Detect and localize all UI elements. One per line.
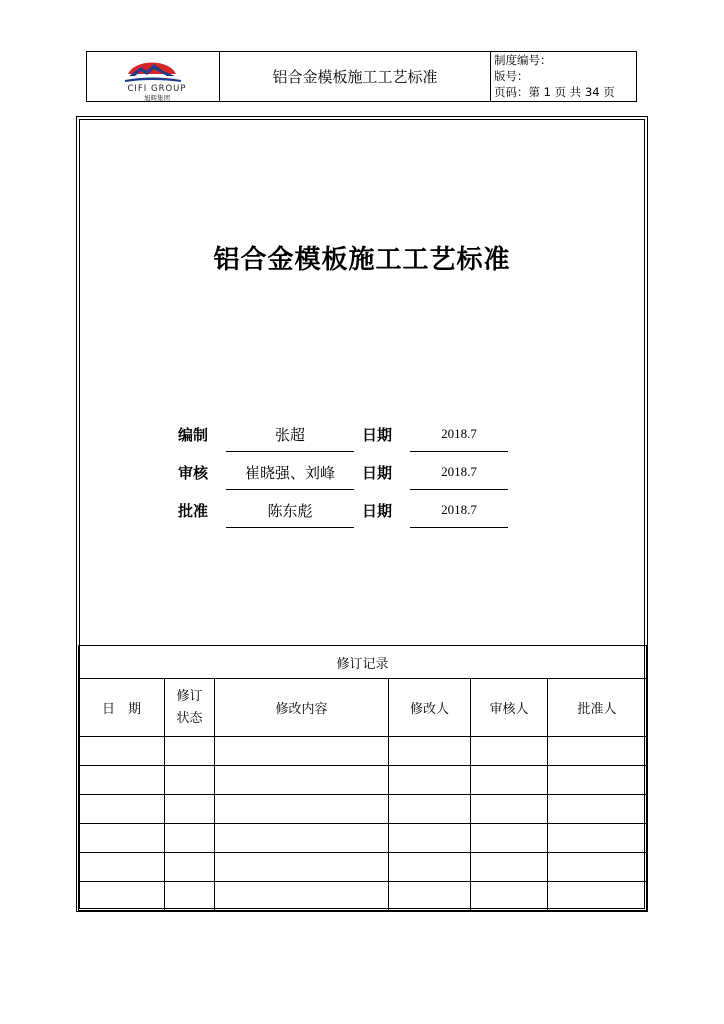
signoff-date: 2018.7: [441, 502, 477, 517]
table-cell: [389, 853, 471, 882]
signoff-role: 编制: [178, 426, 209, 444]
table-cell: [389, 882, 471, 911]
table-row: [79, 853, 647, 882]
table-cell: [165, 882, 215, 911]
table-cell: [548, 853, 647, 882]
signoff-date-line: [410, 451, 508, 452]
revision-table: [78, 645, 647, 911]
version-label: 版号：: [494, 69, 529, 83]
table-cell: [79, 795, 165, 824]
signoff-date-label: 日期: [362, 502, 393, 520]
table-cell: [471, 795, 548, 824]
table-cell: [548, 824, 647, 853]
logo-text-cn: 旭辉集团: [144, 94, 170, 102]
table-cell: [471, 853, 548, 882]
signoff-date-label: 日期: [362, 464, 393, 482]
header-title: 铝合金模板施工工艺标准: [220, 52, 491, 101]
table-cell: [548, 882, 647, 911]
signoff-row: [0, 420, 724, 458]
table-cell: [215, 853, 389, 882]
table-cell: [389, 824, 471, 853]
table-cell: [548, 766, 647, 795]
table-cell: [215, 795, 389, 824]
table-cell: [548, 795, 647, 824]
document-header: [86, 51, 637, 102]
table-cell: [165, 737, 215, 766]
signoff-name-line: [226, 489, 354, 490]
document-title: 铝合金模板施工工艺标准: [213, 245, 511, 275]
signoff-row: [0, 496, 724, 534]
header-meta: [491, 52, 636, 101]
table-cell: [389, 737, 471, 766]
signoff-name: 张超: [274, 426, 305, 444]
col-header-date: 日 期: [79, 679, 165, 737]
signoff-date-line: [410, 527, 508, 528]
signoff-name: 陈东彪: [267, 502, 313, 520]
table-row: [79, 737, 647, 766]
table-cell: [471, 824, 548, 853]
table-cell: [165, 795, 215, 824]
col-header-status-line2: 状态: [176, 710, 203, 726]
table-cell: [215, 824, 389, 853]
signoff-date-label: 日期: [362, 426, 393, 444]
table-cell: [389, 795, 471, 824]
table-row: [79, 795, 647, 824]
signoff-date: 2018.7: [441, 426, 477, 441]
table-cell: [548, 737, 647, 766]
table-cell: [165, 766, 215, 795]
table-cell: [79, 766, 165, 795]
table-cell: [215, 737, 389, 766]
signoff-name-line: [226, 527, 354, 528]
signoff-date: 2018.7: [441, 464, 477, 479]
table-cell: [79, 882, 165, 911]
table-cell: [215, 882, 389, 911]
table-cell: [165, 824, 215, 853]
logo-text-en: CIFI GROUP: [127, 84, 187, 94]
logo-cell: [87, 52, 220, 101]
signoff-date-line: [410, 489, 508, 490]
signoff-role: 审核: [178, 464, 209, 482]
table-cell: [79, 853, 165, 882]
table-cell: [471, 737, 548, 766]
table-cell: [215, 766, 389, 795]
signoff-name-line: [226, 451, 354, 452]
doc-code-label: 制度编号：: [494, 53, 552, 67]
col-header-content: 修改内容: [215, 679, 389, 737]
signoff-name: 崔晓强、刘峰: [244, 464, 335, 482]
table-cell: [471, 882, 548, 911]
signoff-role: 批准: [178, 502, 209, 520]
table-cell: [79, 824, 165, 853]
table-cell: [389, 766, 471, 795]
col-header-approver: 批准人: [548, 679, 647, 737]
table-cell: [165, 853, 215, 882]
table-row: [79, 882, 647, 911]
col-header-reviewer: 审核人: [471, 679, 548, 737]
table-row: [79, 766, 647, 795]
table-row: [79, 824, 647, 853]
col-header-status-line1: 修订: [176, 688, 203, 704]
table-cell: [79, 737, 165, 766]
col-header-editor: 修改人: [389, 679, 471, 737]
revision-table-title: 修订记录: [79, 646, 647, 679]
col-header-status: [165, 679, 215, 737]
table-cell: [471, 766, 548, 795]
signoff-row: [0, 458, 724, 496]
page-indicator: 页码：第 1 页 共 34 页: [494, 85, 615, 99]
